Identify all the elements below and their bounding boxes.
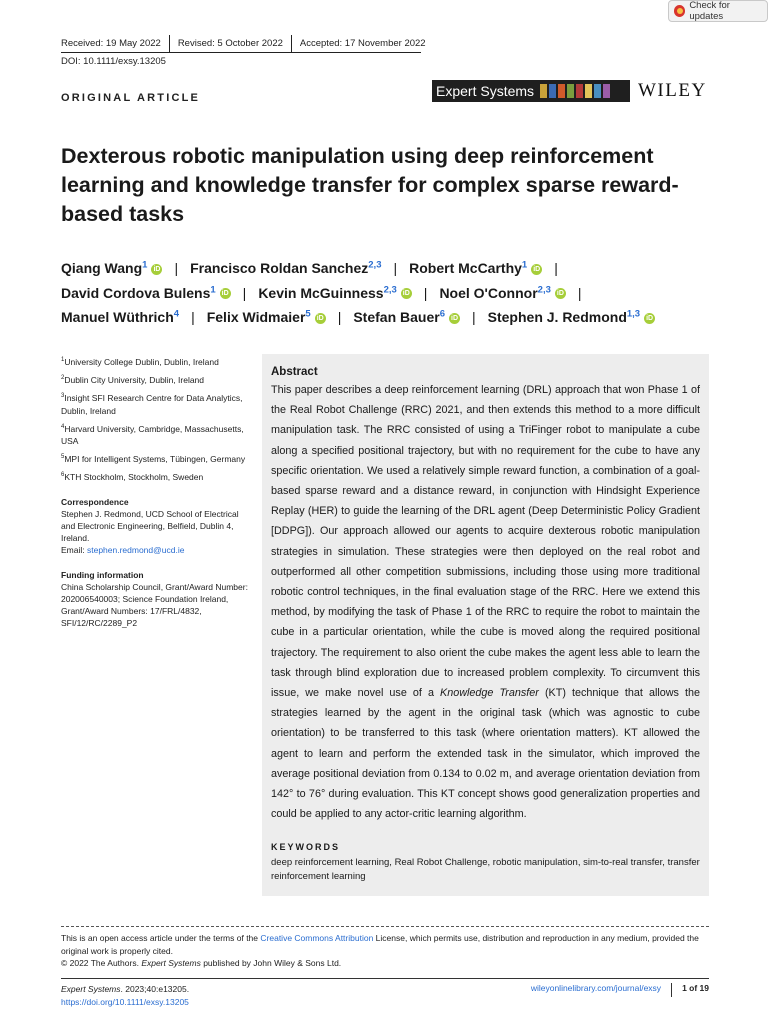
affiliation [61,471,249,483]
affiliation-number: 4 [61,423,65,430]
author-name: Felix Widmaier [206,309,306,325]
affiliation-text: Harvard University, Cambridge, Massachusetts, USA [61,423,244,447]
affiliation-text: MPI for Intelligent Systems, Tübingen, Germany [64,454,246,465]
affiliation [61,392,249,416]
author-separator: | [423,284,428,301]
author-separator: | [337,309,342,325]
journal-citation [61,983,189,1008]
citation-line [61,983,189,996]
affiliation-number: 1 [61,357,65,364]
article-type: ORIGINAL ARTICLE [61,92,201,104]
author [488,309,655,325]
author-affiliation-ref: 1 [142,259,148,271]
keywords-heading: KEYWORDS [271,842,341,853]
email-label: Email: [61,545,87,556]
author [409,260,542,276]
divider [671,983,672,997]
orcid-icon[interactable]: iD [402,290,410,298]
author-separator: | [174,260,179,276]
affiliations [61,356,249,484]
author-name: Kevin McGuinness [258,284,384,301]
banner-art-block [576,84,583,98]
author [61,309,179,325]
author-separator: | [554,260,558,276]
divider [61,926,709,927]
author [190,260,381,276]
accepted-date: Accepted: 17 November 2022 [299,38,426,49]
orcid-icon[interactable]: iD [316,314,324,322]
citation-volume: . 2023;40:e13205. [120,984,190,994]
page-number: 1 of 19 [682,983,709,993]
author [439,285,565,301]
affiliation-text: Dublin City University, Dublin, Ireland [64,375,205,386]
orcid-icon[interactable]: iD [646,314,654,322]
paper-title: Dexterous robotic manipulation using deep reinforcement learning and knowledge transfer for complex sparse reward-based tasks [61,144,679,226]
license-link[interactable]: Creative Commons Attribution [260,933,374,943]
author [258,285,411,301]
banner-art-block [549,84,556,98]
author-affiliation-ref: 1 [210,283,216,295]
orcid-icon[interactable]: iD [153,265,161,273]
check-for-updates-button[interactable] [668,0,768,22]
author-separator: | [577,284,582,301]
orcid-icon[interactable]: iD [221,290,229,298]
divider [61,52,421,53]
banner-art-block [594,84,601,98]
keywords-text: deep reinforcement learning, Real Robot Challenge, robotic manipulation, sim-to-real transfer, transfer reinforcement learning [271,857,700,883]
author-affiliation-ref: 4 [173,308,180,320]
banner-art-block [540,84,547,98]
author-affiliation-ref: 6 [439,308,445,320]
banner-art-block [558,84,565,98]
email-link[interactable]: stephen.redmond@ucd.ie [86,545,185,556]
correspondence-heading: Correspondence [61,496,129,507]
copyright-journal: Expert Systems [141,958,201,968]
journal-banner[interactable] [432,80,630,102]
funding-text: China Scholarship Council, Grant/Award Number: 202006540003; Science Foundation Ireland, Grant/Award Numbers: 17/FRL/4832, SFI/12/RC/2289_P2 [61,581,248,629]
author-affiliation-ref: 2,3 [383,283,397,295]
license-text-before: This is an open access article under the terms of the [61,933,261,943]
license-text [61,932,709,957]
author-affiliation-ref: 1 [521,259,528,271]
article-dates [61,38,434,53]
author-name: Robert McCarthy [409,260,522,276]
banner-art-block [567,84,574,98]
copyright-after: published by John Wiley & Sons Ltd. [200,958,342,968]
affiliation-number: 2 [61,375,65,382]
abstract-heading: Abstract [271,366,318,378]
author-list [61,256,721,330]
affiliation [61,453,249,465]
license-notice [61,932,709,970]
author [61,260,162,276]
author-separator: | [393,260,398,276]
author-name: Francisco Roldan Sanchez [190,260,369,276]
affiliation-text: KTH Stockholm, Stockholm, Sweden [64,472,204,483]
revised-date: Revised: 5 October 2022 [177,38,283,49]
affiliation [61,374,249,386]
banner-art-block [603,84,610,98]
author-separator: | [242,284,247,301]
orcid-icon[interactable]: iD [451,314,458,322]
abstract-box [262,354,709,896]
orcid-icon[interactable]: iD [533,265,541,273]
divider [61,978,709,979]
affiliation-text: Insight SFI Research Centre for Data Analytics, Dublin, Ireland [61,393,243,416]
citation-journal: Expert Systems [61,984,121,994]
correspondence-text: Stephen J. Redmond, UCD School of Electrical and Electronic Engineering, Belfield, Dublin 4, Ireland. [61,508,239,544]
doi-link[interactable]: https://doi.org/10.1111/exsy.13205 [61,996,189,1007]
author-name: Qiang Wang [61,260,143,276]
divider [169,35,170,53]
correspondence-email [61,544,249,556]
author-separator: | [191,309,195,325]
publisher-logo[interactable]: WILEY [638,80,707,101]
author-name: Stefan Bauer [353,309,440,325]
author [61,285,231,301]
banner-artwork [540,83,610,99]
affiliation-number: 6 [61,472,65,479]
author-affiliation-ref: 2,3 [537,283,551,295]
banner-art-block [585,84,592,98]
affiliation-number: 5 [61,454,65,461]
affiliation [61,356,249,368]
author-name: David Cordova Bulens [61,284,211,301]
author-name: Noel O'Connor [439,284,538,301]
side-column [61,356,249,630]
author-affiliation-ref: 1,3 [626,308,641,320]
crossmark-icon [674,5,685,17]
funding-heading: Funding information [61,569,144,580]
orcid-icon[interactable]: iD [556,290,564,298]
doi: DOI: 10.1111/exsy.13205 [61,56,166,67]
affiliation [61,423,249,447]
abstract-text [271,380,700,824]
author-separator: | [472,309,476,325]
abstract-text-part-1: This paper describes a deep reinforcement learning (DRL) approach that won Phase 1 of the Real Robot Challenge (RRC) 2021, and then extends this method to a more difficult manipulation task. The RRC consisted of using a TriFinger robot to manipulate a cube along a specified positional trajectory, but with no requirement for the cube to have any specific orientation. We used a relatively simple reward function, a combination of a goal-based sparse reward and a distance reward, in conjunction with Hindsight Experience Replay (HER) to guide the learning of the DRL agent (Deep Deterministic Policy Gradient [DDPG]). Our approach allowed our agents to acquire dexterous robotic manipulation strategies in simulation. These strategies were then deployed on the real robot and outperformed all other competition submissions, including those using more traditional robotic control techniques, in the final evaluation stage of the RRC. Here we extend this method, by modifying the task of Phase 1 of the RRC to require the robot to maintain the cube in a particular orientation, while the cube is moved along the required positional trajectory. The requirement to also orient the cube makes the agent less able to learn the task through blind exploration due to increased problem complexity. To circumvent this issue, we make novel use of a [271,384,700,700]
affiliation-number: 3 [61,393,65,400]
author-name: Stephen J. Redmond [487,309,627,325]
author-affiliation-ref: 5 [305,308,311,320]
page-footer-right [531,983,709,997]
copyright-line [61,957,709,970]
abstract-kt-term: Knowledge Transfer [440,687,539,700]
journal-name: Expert Systems [436,83,535,99]
check-for-updates-label: Check for updates [689,0,730,22]
author-affiliation-ref: 2,3 [368,259,382,271]
journal-url-link[interactable]: wileyonlinelibrary.com/journal/exsy [530,983,662,993]
license-text-after: License, which permits use, distribution and reproduction in any medium, provided the original work is properly cited. [61,933,699,956]
author-name: Manuel Wüthrich [61,309,174,325]
affiliation-text: University College Dublin, Dublin, Ireland [64,357,219,367]
divider [291,35,292,53]
abstract-text-part-2: (KT) technique that allows the strategies learned by the agent in the original task (which was agnostic to cube orientation) to be transferred to this task (where orientation matters). KT allowed the agent to learn and perform the extended task in the simulator, which improved the average positional deviation from 0.134 to 0.02 m, and average orientation deviation from 142° to 76° during evaluation. This KT concept shows good generalization properties and could be applied to any actor-critic learning algorithm. [271,687,701,821]
author [207,309,326,325]
copyright-before: © 2022 The Authors. [61,958,142,968]
received-date: Received: 19 May 2022 [61,38,161,49]
author [353,309,460,325]
